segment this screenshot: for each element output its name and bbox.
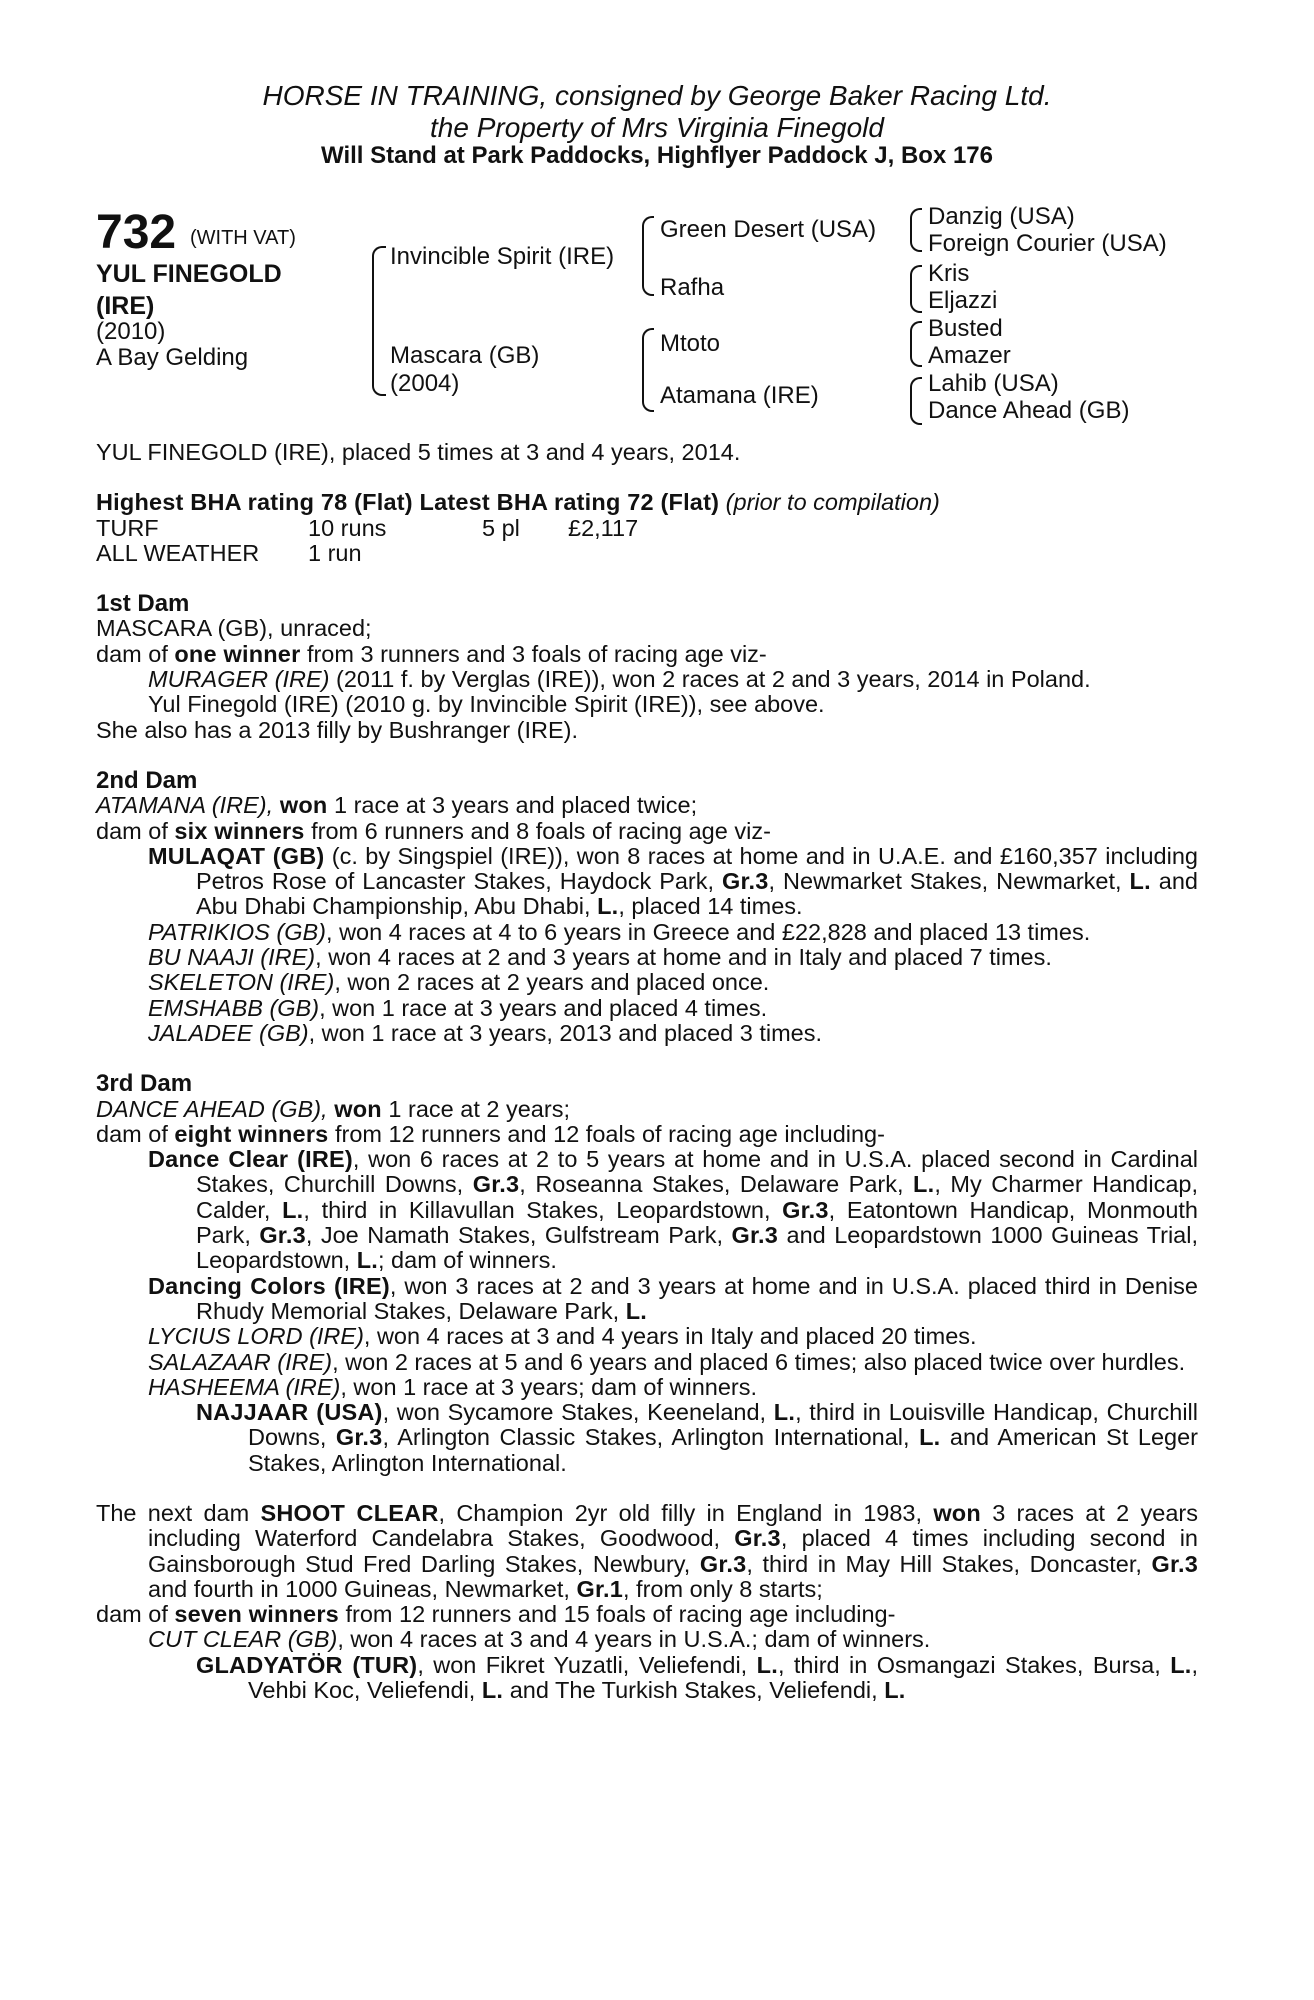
text-run: , won 4 races at 3 and 4 years in Italy and placed 20 times. [363, 1323, 977, 1350]
grade-text: L. [919, 1424, 941, 1451]
turf-row [96, 516, 1198, 541]
pedigree-sss: Danzig (USA) [928, 203, 1075, 230]
text-run: , third in May Hill Stakes, Doncaster, [746, 1550, 1152, 1577]
first-dam-heading: 1st Dam [96, 590, 190, 618]
grade-text: L. [356, 1247, 378, 1274]
second-dam-produce [96, 819, 1198, 844]
text-run: , won 2 races at 2 years and placed once. [334, 969, 770, 996]
horse-name-text: SALAZAAR (IRE) [148, 1348, 333, 1375]
horse-name-text: HASHEEMA (IRE) [148, 1373, 341, 1400]
grade-text: Gr.3 [1151, 1550, 1198, 1577]
horse-name-text: NAJJAAR (USA) [196, 1399, 383, 1426]
text-run: from 3 runners and 3 foals of racing age viz- [300, 640, 767, 667]
turf-placings: 5 pl [482, 514, 520, 541]
first-dam-line: MASCARA (GB), unraced; [96, 615, 372, 642]
text-run: , won Sycamore Stakes, Keeneland, [382, 1399, 774, 1426]
text-run: , won 3 races at 2 and 3 years at home and in U.S.A. placed third in Denise Rhudy Memorial Stakes, Delaware Park, [196, 1272, 1198, 1324]
text-run: , Vehbi Koc, Veliefendi, [248, 1651, 1199, 1704]
text-run: , third in Osmangazi Stakes, Bursa, [777, 1651, 1171, 1678]
grade-text: L. [481, 1677, 504, 1704]
grade-text: Gr.1 [576, 1575, 623, 1602]
produce-lycius-lord [96, 1324, 1198, 1349]
horse-name: YUL FINEGOLD (IRE) [96, 260, 282, 320]
text-run: , placed 4 times including second in Gainsborough Stud Fred Darling Stakes, Newbury, [148, 1525, 1199, 1577]
text-run: from 12 runners and 15 foals of racing age including- [338, 1601, 896, 1628]
produce-murager [96, 667, 1198, 692]
text-run: , won 1 race at 3 years; dam of winners. [340, 1373, 758, 1400]
text-run: , won 4 races at 2 and 3 years at home and in Italy and placed 7 times. [315, 944, 1052, 971]
text-run: , won 1 race at 3 years, 2013 and placed 3 times. [308, 1019, 823, 1046]
winners-count: seven winners [174, 1601, 339, 1628]
text-run: , won 2 races at 5 and 6 years and placed 6 times; also placed twice over hurdles. [332, 1348, 1186, 1375]
text-run: and American St Leger Stakes, Arlington International. [248, 1424, 1199, 1476]
horse-name-text: ATAMANA (IRE), [96, 792, 274, 819]
text-run: , Eatontown Handicap, Monmouth Park, [196, 1196, 1198, 1249]
produce-jaladee [96, 1021, 1198, 1046]
third-dam-section [96, 1071, 1198, 1476]
lot-number: 732 [96, 206, 177, 259]
text-run: and Leopardstown 1000 Guineas Trial, Leopardstown, [196, 1222, 1198, 1274]
produce-dance-clear [96, 1147, 1198, 1273]
text-run: dam of [96, 817, 175, 844]
produce-salazaar [96, 1350, 1198, 1375]
third-dam-produce [96, 1122, 1198, 1147]
produce-skeleton [96, 970, 1198, 995]
text-run: , from only 8 starts; [623, 1575, 823, 1602]
summary-line: YUL FINEGOLD (IRE), placed 5 times at 3 and 4 years, 2014. [96, 439, 741, 465]
rating-text: Highest BHA rating 78 (Flat) Latest BHA rating 72 (Flat) [96, 489, 720, 516]
produce-hasheema [96, 1375, 1198, 1400]
winners-count: eight winners [174, 1120, 329, 1147]
foaling-year: (2010) [96, 318, 166, 345]
horse-name-text: SHOOT CLEAR [260, 1499, 439, 1526]
horse-name-text: BU NAAJI (IRE) [148, 944, 316, 971]
second-dam-line [96, 793, 1198, 818]
horse-name-text: SKELETON (IRE) [148, 969, 335, 996]
horse-name-text: PATRIKIOS (GB) [148, 918, 327, 945]
text-run: , won 1 race at 3 years and placed 4 times. [319, 994, 768, 1021]
grade-text: L. [773, 1399, 796, 1426]
first-dam-section [96, 591, 1198, 743]
text-run: dam of [96, 1120, 175, 1147]
horse-name-text: EMSHABB (GB) [148, 994, 320, 1021]
winners-count: six winners [174, 817, 305, 844]
grade-text: Gr.3 [472, 1171, 520, 1198]
produce-dancing-colors [96, 1274, 1198, 1325]
pedigree-dam-sire: Mtoto [660, 330, 721, 357]
grade-text: Gr.3 [734, 1525, 781, 1552]
horse-name-text: GLADYATÖR (TUR) [196, 1651, 418, 1678]
pedigree-brace-ss [910, 208, 922, 252]
text-run: , placed 14 times. [618, 893, 803, 920]
horse-description: A Bay Gelding [96, 344, 249, 371]
text-run: , Champion 2yr old filly in England in 1983, [438, 1499, 934, 1526]
produce-patrikios [96, 920, 1198, 945]
pedigree-sds: Kris [928, 260, 970, 287]
pedigree-brace-dd [910, 377, 922, 425]
text-run: , won Fikret Yuzatli, Veliefendi, [417, 1651, 757, 1678]
aw-row [96, 541, 1198, 566]
grade-text: L. [625, 1297, 647, 1324]
rating-block [96, 490, 1198, 566]
text-run: (2011 f. by Verglas (IRE)), won 2 races at 2 and 3 years, 2014 in Poland. [329, 666, 1091, 693]
grade-text: Gr.3 [722, 868, 769, 895]
text-run: and The Turkish Stakes, Veliefendi, [503, 1677, 885, 1704]
text-run: , third in Louisville Handicap, Churchill Downs, [248, 1399, 1198, 1451]
grade-text: Gr.3 [699, 1550, 747, 1577]
text-run: (c. by Singspiel (IRE)), won 8 races at home and in U.A.E. and £160,357 including Petros Rose of Lancaster Stakes, Haydock Park, [196, 842, 1198, 895]
produce-note: She also has a 2013 filly by Bushranger (IRE). [96, 716, 579, 743]
text-run: ; dam of winners. [378, 1247, 557, 1274]
rating-note: (prior to compilation) [725, 489, 940, 516]
rating-line [96, 490, 1198, 515]
pedigree-dam-year: (2004) [390, 370, 460, 397]
second-dam-heading: 2nd Dam [96, 766, 198, 794]
text-run: , Newmarket Stakes, Newmarket, [768, 868, 1130, 895]
produce-bu-naaji [96, 945, 1198, 970]
produce-cut-clear [96, 1627, 1198, 1652]
winners-count: one winner [174, 640, 301, 667]
grade-text: L. [756, 1651, 778, 1678]
aw-runs: 1 run [308, 539, 362, 566]
horse-name-text: CUT CLEAR (GB) [148, 1626, 338, 1653]
text-run: and Abu Dhabi Championship, Abu Dhabi, [196, 868, 1198, 920]
pedigree-dds: Lahib (USA) [928, 370, 1059, 397]
grade-text: L. [884, 1677, 906, 1704]
text-run: dam of [96, 1601, 175, 1628]
pedigree-sire: Invincible Spirit (IRE) [390, 243, 615, 270]
text-run: The next dam [96, 1499, 261, 1526]
turf-runs: 10 runs [308, 514, 387, 541]
pedigree-sire-dam: Rafha [660, 274, 725, 301]
text-run: , won 6 races at 2 to 5 years at home and in U.S.A. placed second in Cardinal Stakes, Churchill Downs, [196, 1146, 1199, 1198]
produce-yul-finegold: Yul Finegold (IRE) (2010 g. by Invincible Spirit (IRE)), see above. [148, 691, 825, 718]
text-run: dam of [96, 640, 175, 667]
second-dam-section [96, 768, 1198, 1046]
text-run: 1 race at 3 years and placed twice; [327, 792, 698, 819]
turf-label: TURF [96, 514, 159, 541]
pedigree-dam-dam: Atamana (IRE) [660, 382, 819, 409]
text-run: 3 races at 2 years including Waterford Candelabra Stakes, Goodwood, [148, 1499, 1199, 1552]
consignor-line: HORSE IN TRAINING, consigned by George Baker Racing Ltd. [262, 80, 1052, 111]
owner-line: the Property of Mrs Virginia Finegold [430, 112, 884, 143]
pedigree-dam: Mascara (GB) [390, 342, 540, 369]
text-run: , Joe Namath Stakes, Gulfstream Park, [305, 1222, 732, 1249]
text-run: , won 4 races at 3 and 4 years in U.S.A.; dam of winners. [337, 1626, 931, 1653]
aw-label: ALL WEATHER [96, 539, 260, 566]
third-dam-line [96, 1097, 1198, 1122]
grade-text: L. [913, 1171, 935, 1198]
vat-note: (WITH VAT) [190, 227, 296, 249]
catalogue-body [96, 440, 1198, 1728]
produce-najjaar [96, 1400, 1198, 1476]
horse-link: MURAGER (IRE) [148, 666, 330, 693]
horse-name-text: LYCIUS LORD (IRE) [148, 1323, 364, 1350]
pedigree-brace-ds [910, 321, 922, 367]
pedigree-brace-dam [642, 328, 654, 412]
next-dam-produce [96, 1602, 1198, 1627]
produce-emshabb [96, 996, 1198, 1021]
grade-text: Gr.3 [782, 1196, 829, 1223]
pedigree-dss: Busted [928, 315, 1003, 342]
racing-summary [96, 440, 1198, 465]
text-run: and fourth in 1000 Guineas, Newmarket, [148, 1575, 577, 1602]
pedigree-dsd: Amazer [928, 342, 1011, 369]
pedigree-ssd: Foreign Courier (USA) [928, 230, 1167, 257]
stabling-line: Will Stand at Park Paddocks, Highflyer Paddock J, Box 176 [321, 142, 993, 169]
horse-name-text: JALADEE (GB) [148, 1019, 309, 1046]
text-run: from 12 runners and 12 foals of racing age including- [328, 1120, 885, 1147]
text-run: , Roseanna Stakes, Delaware Park, [519, 1171, 914, 1198]
grade-text: L. [1170, 1651, 1192, 1678]
text-run: from 6 runners and 8 foals of racing age viz- [304, 817, 771, 844]
third-dam-heading: 3rd Dam [96, 1070, 193, 1098]
won-text: won [327, 1095, 382, 1122]
first-dam-produce [96, 642, 1198, 667]
grade-text: Gr.3 [259, 1222, 306, 1249]
pedigree-ddd: Dance Ahead (GB) [928, 397, 1130, 424]
grade-text: Gr.3 [335, 1424, 383, 1451]
pedigree-brace-sire [642, 216, 654, 296]
next-dam-paragraph [96, 1501, 1198, 1602]
produce-mulaqat [96, 844, 1198, 920]
horse-name-text: DANCE AHEAD (GB), [96, 1095, 328, 1122]
pedigree-brace-gen1 [372, 246, 386, 396]
pedigree-sdd: Eljazzi [928, 287, 998, 314]
next-dam-section [96, 1501, 1198, 1703]
grade-text: L. [597, 893, 619, 920]
grade-text: Gr.3 [731, 1222, 779, 1249]
pedigree-sire-sire: Green Desert (USA) [660, 216, 877, 243]
text-run: , third in Killavullan Stakes, Leopardstown, [303, 1196, 783, 1223]
won-text: won [933, 1499, 981, 1526]
horse-name-text: Dance Clear (IRE) [148, 1146, 353, 1173]
text-run: , won 4 races at 4 to 6 years in Greece and £22,828 and placed 13 times. [326, 918, 1091, 945]
pedigree-brace-sd [910, 265, 922, 313]
text-run: , My Charmer Handicap, Calder, [196, 1171, 1198, 1223]
won-text: won [273, 792, 328, 819]
turf-prize: £2,117 [568, 514, 639, 541]
grade-text: L. [282, 1196, 304, 1223]
produce-gladyator [96, 1653, 1198, 1704]
horse-name-text: MULAQAT (GB) [148, 842, 325, 869]
horse-name-text: Dancing Colors (IRE) [148, 1272, 390, 1299]
grade-text: L. [1129, 868, 1151, 895]
text-run: , Arlington Classic Stakes, Arlington International, [382, 1424, 920, 1451]
text-run: 1 race at 2 years; [381, 1095, 570, 1122]
